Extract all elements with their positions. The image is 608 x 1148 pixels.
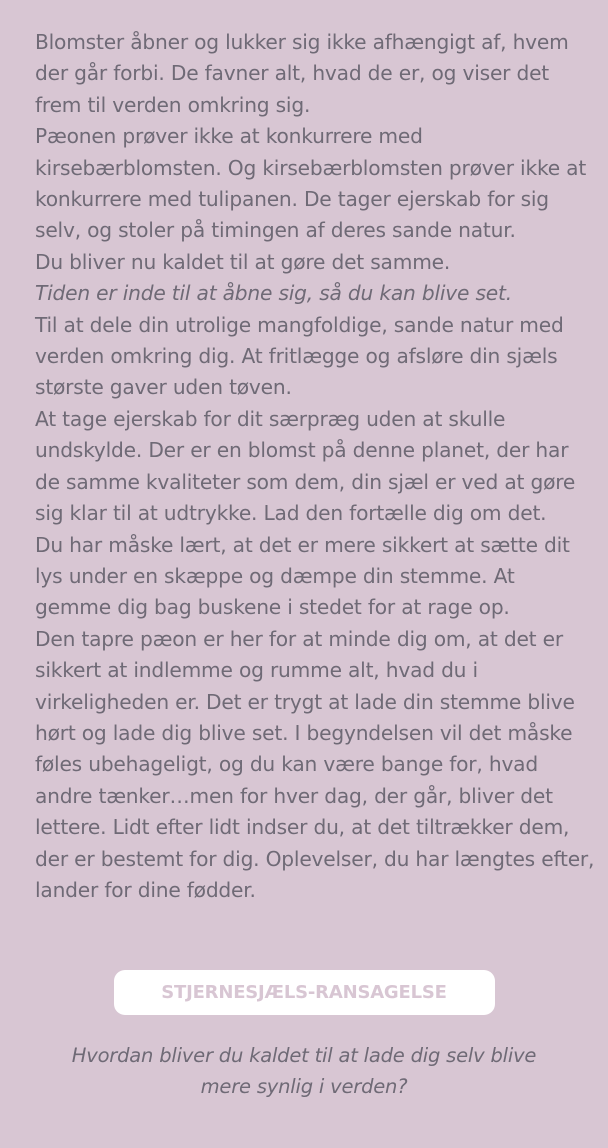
soul-inquiry-button[interactable]: STJERNESJÆLS-RANSAGELSE — [114, 970, 495, 1015]
paragraph-3: Du bliver nu kaldet til at gøre det samme. — [35, 249, 451, 274]
paragraph-2: Pæonen prøver ikke at konkurrere med kirsebærblomsten. Og kirsebærblomsten prøver ikke at konkurrere med tulipanen. De tager ejerskab for sig selv, og stoler på timingen af deres sande natur. — [35, 124, 587, 243]
paragraph-7: Du har måske lært, at det er mere sikkert at sætte dit lys under en skæppe og dæmpe din stemme. At gemme dig bag buskene i stedet for at rage op. — [35, 532, 570, 620]
inquiry-button-wrapper — [0, 970, 608, 1015]
article-body — [35, 27, 595, 906]
paragraph-4-emphasis: Tiden er inde til at åbne sig, så du kan blive set. — [35, 281, 512, 306]
paragraph-8: Den tapre pæon er her for at minde dig om, at det er sikkert at indlemme og rumme alt, hvad du i virkeligheden er. Det er trygt at lade din stemme blive hørt og lade dig blive set. I begyndelsen vil det måske føles ubehageligt, og du kan være bange for, hvad andre tænker…men for hver dag, der går, bliver det lettere. Lidt efter lidt indser du, at det tiltrækker dem, der er bestemt for dig. Oplevelser, du har længtes efter, lander for dine fødder. — [35, 626, 595, 902]
paragraph-1: Blomster åbner og lukker sig ikke afhængigt af, hvem der går forbi. De favner alt, hvad de er, og viser det frem til verden omkring sig. — [35, 30, 569, 117]
inquiry-question: Hvordan bliver du kaldet til at lade dig selv blive mere synlig i verden? — [71, 1044, 537, 1099]
paragraph-6: At tage ejerskab for dit særpræg uden at skulle undskylde. Der er en blomst på denne planet, der har de samme kvaliteter som dem, din sjæl er ved at gøre sig klar til at udtrykke. Lad den fortælle dig om det. — [35, 406, 576, 526]
paragraph-5: Til at dele din utrolige mangfoldige, sande natur med verden omkring dig. At fritlægge og afsløre din sjæls største gaver uden tøven. — [35, 312, 564, 400]
